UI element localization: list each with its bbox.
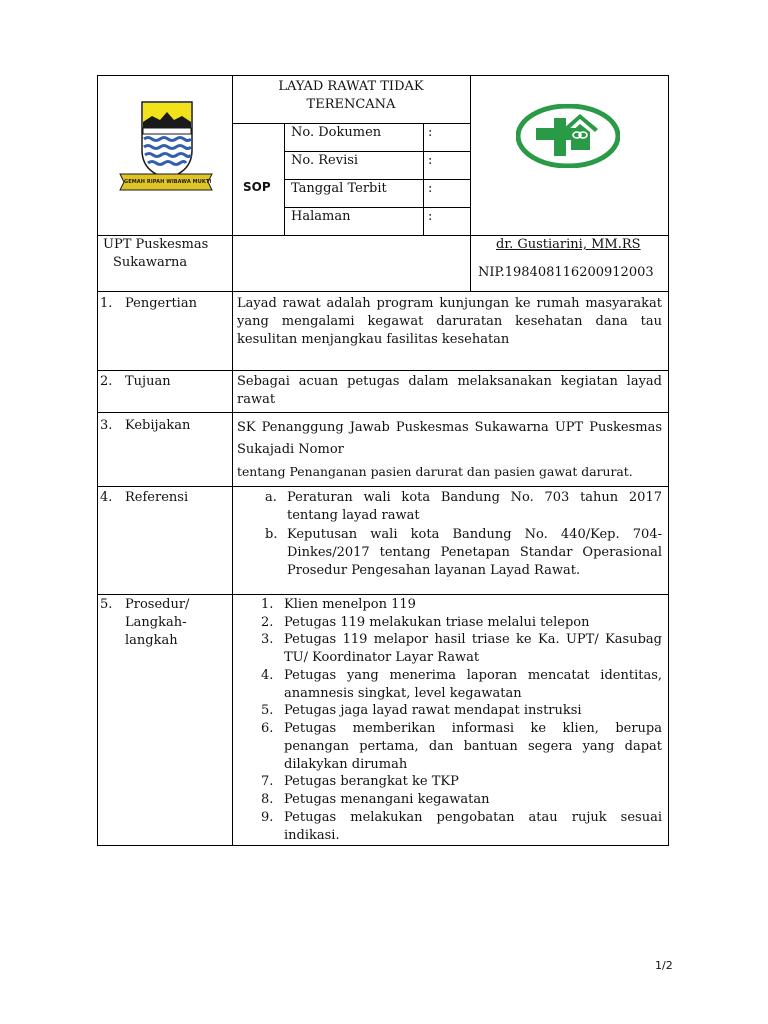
- field-value: :: [428, 153, 433, 168]
- section-label: Pengertian: [125, 296, 197, 311]
- section-label: Langkah-: [125, 615, 187, 630]
- page-number: 1/2: [655, 959, 673, 972]
- section-label: langkah: [125, 633, 178, 648]
- field-label: Halaman: [291, 209, 351, 224]
- list-marker: 5.: [261, 703, 274, 718]
- section-number: 4.: [100, 490, 113, 505]
- table-border: [470, 75, 471, 291]
- puskesmas-logo: [516, 104, 620, 168]
- list-marker: 4.: [261, 668, 274, 683]
- section-label: Prosedur/: [125, 597, 190, 612]
- list-marker: 2.: [261, 615, 274, 630]
- table-border: [232, 75, 233, 846]
- list-item: Petugas menangani kegawatan: [284, 792, 490, 807]
- list-item: Petugas yang menerima laporan mencatat identitas, anamnesis singkat, level kegawatan: [284, 668, 662, 701]
- table-border: [97, 486, 669, 487]
- table-border: [97, 75, 98, 846]
- city-crest-logo: [116, 98, 216, 192]
- list-item: Klien menelpon 119: [284, 597, 416, 612]
- org-name-line1: UPT Puskesmas: [103, 237, 209, 252]
- section-number: 5.: [100, 597, 113, 612]
- list-marker: 6.: [261, 721, 274, 736]
- section-label: Kebijakan: [125, 418, 191, 433]
- list-marker: 3.: [261, 632, 274, 647]
- table-border: [97, 412, 669, 413]
- document-title-line1: LAYAD RAWAT TIDAK: [278, 79, 424, 94]
- sop-label: SOP: [243, 180, 271, 194]
- list-marker: 9.: [261, 810, 274, 825]
- section-label: Tujuan: [125, 374, 171, 389]
- org-name-line2: Sukawarna: [113, 255, 188, 270]
- signer-name: dr. Gustiarini, MM.RS: [496, 237, 641, 252]
- section-number: 1.: [100, 296, 113, 311]
- list-item: Petugas jaga layad rawat mendapat instruksi: [284, 703, 582, 718]
- section-text: SK Penanggung Jawab Puskesmas Sukawarna UPT Puskesmas Sukajadi Nomor: [237, 420, 662, 457]
- field-label: No. Dokumen: [291, 125, 382, 140]
- section-label: Referensi: [125, 490, 189, 505]
- table-border: [97, 594, 669, 595]
- list-item: Petugas melakukan pengobatan atau rujuk sesuai indikasi.: [284, 810, 662, 843]
- list-marker: a.: [265, 490, 277, 505]
- field-value: :: [428, 209, 433, 224]
- list-item: Petugas berangkat ke TKP: [284, 774, 459, 789]
- field-label: No. Revisi: [291, 153, 359, 168]
- health-cross-icon: [516, 104, 620, 168]
- list-item: Peraturan wali kota Bandung No. 703 tahun 2017 tentang layad rawat: [287, 490, 662, 523]
- table-border: [97, 75, 669, 76]
- list-item: Petugas memberikan informasi ke klien, berupa penangan pertama, dan bantuan segera yang dapat dilakykan dirumah: [284, 721, 662, 772]
- table-border: [97, 845, 669, 846]
- table-border: [97, 291, 669, 292]
- list-marker: 1.: [261, 597, 274, 612]
- section-text: Sebagai acuan petugas dalam melaksanakan kegiatan layad rawat: [237, 374, 662, 407]
- list-marker: 7.: [261, 774, 274, 789]
- field-value: :: [428, 181, 433, 196]
- section-text: Layad rawat adalah program kunjungan ke rumah masyarakat yang mengalami kegawat daruratan kesehatan dana tau kesulitan menjangkau fasilitas kesehatan: [237, 296, 662, 347]
- list-marker: 8.: [261, 792, 274, 807]
- section-number: 3.: [100, 418, 113, 433]
- list-item: Petugas 119 melakukan triase melalui telepon: [284, 615, 590, 630]
- table-border: [668, 75, 669, 846]
- crest-motto: GEMAH RIPAH WIBAWA MUKTI: [124, 179, 212, 185]
- document-title-line2: TERENCANA: [306, 97, 396, 112]
- field-label: Tanggal Terbit: [291, 181, 387, 196]
- section-number: 2.: [100, 374, 113, 389]
- list-item: Keputusan wali kota Bandung No. 440/Kep. 704-Dinkes/2017 tentang Penetapan Standar Operasional Prosedur Pengesahan layanan Layad Rawat.: [287, 527, 662, 578]
- section-text: tentang Penanganan pasien darurat dan pasien gawat darurat.: [237, 464, 633, 479]
- list-item: Petugas 119 melapor hasil triase ke Ka. UPT/ Kasubag TU/ Koordinator Layar Rawat: [284, 632, 662, 665]
- table-border: [97, 370, 669, 371]
- signer-nip: NIP.198408116200912003: [478, 265, 654, 280]
- field-value: :: [428, 125, 433, 140]
- list-marker: b.: [265, 527, 278, 542]
